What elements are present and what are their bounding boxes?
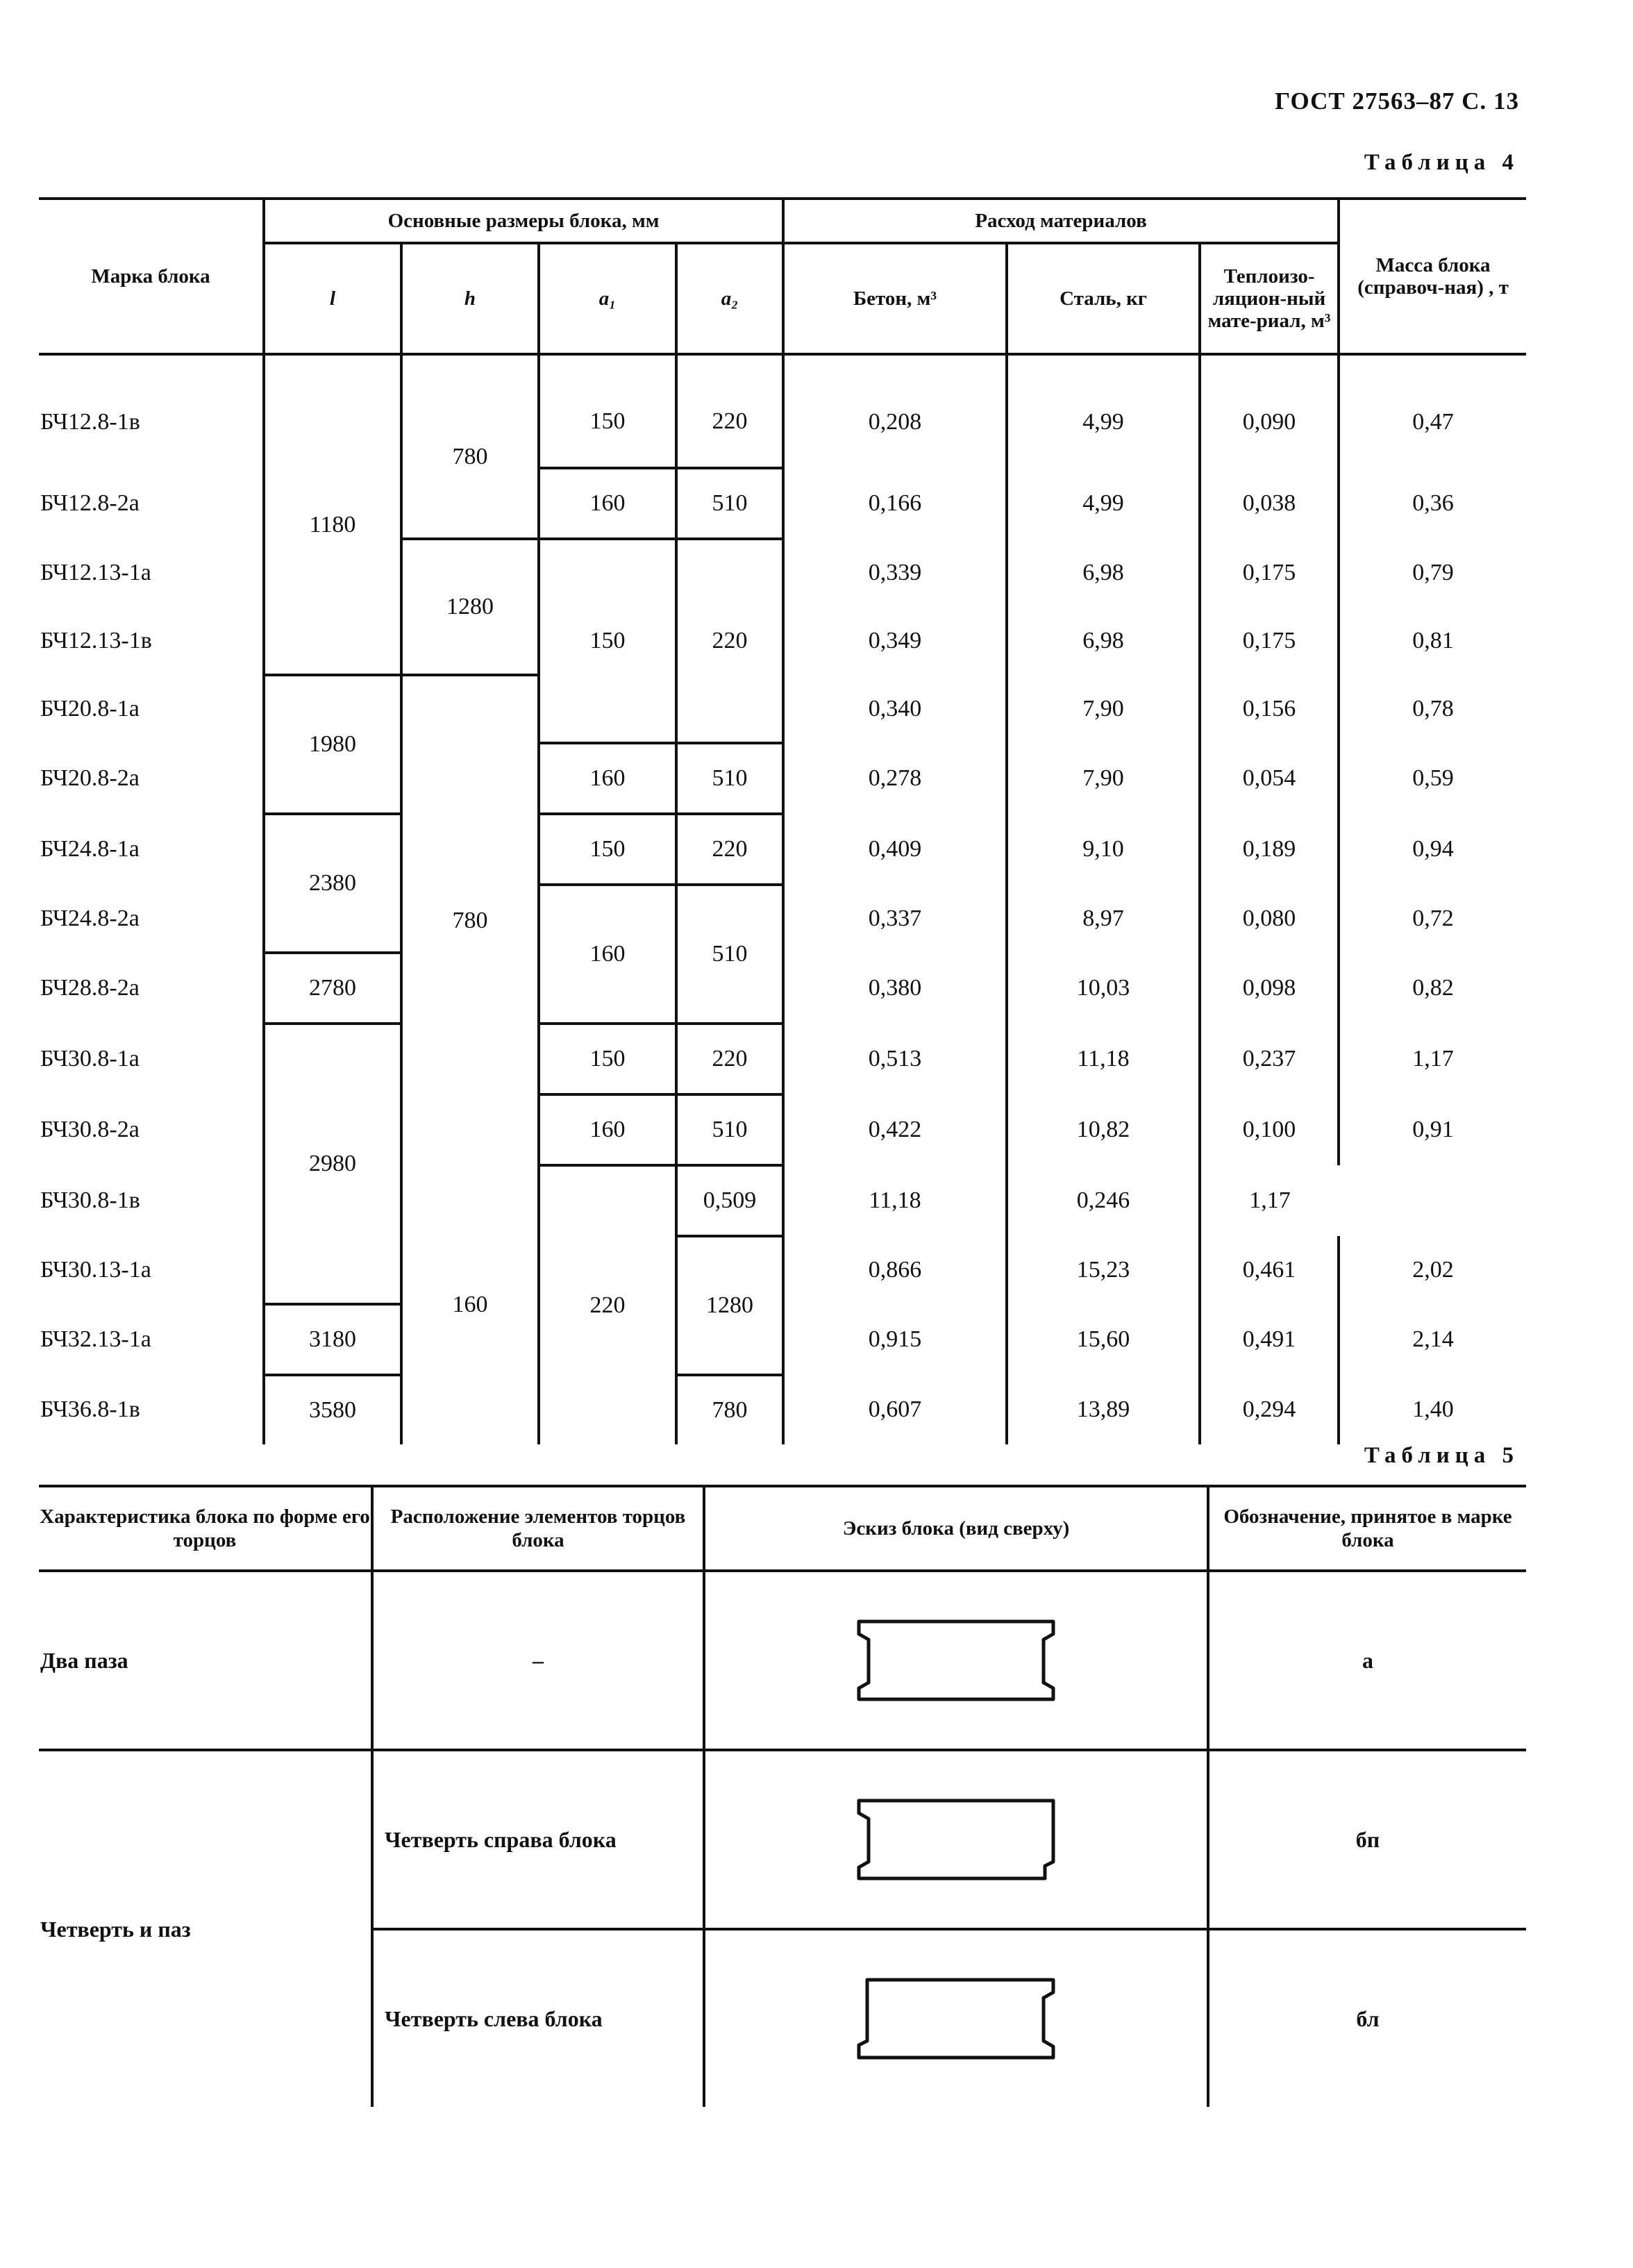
cell-mass: 0,72 bbox=[1339, 885, 1526, 953]
cell-mark: БЧ30.8-2а bbox=[40, 1117, 140, 1142]
cell-mark: БЧ32.13-1а bbox=[40, 1326, 151, 1352]
cell-mass: 0,47 bbox=[1339, 354, 1526, 468]
cell-steel: 11,18 bbox=[1007, 1024, 1200, 1094]
cell-concrete: 0,337 bbox=[783, 885, 1007, 953]
cell-a2: 220 bbox=[676, 354, 783, 468]
table-4 bbox=[39, 197, 1526, 1444]
cell-steel: 11,18 bbox=[783, 1165, 1007, 1236]
cell-concrete: 0,278 bbox=[783, 743, 1007, 814]
cell-insulation: 0,461 bbox=[1200, 1236, 1339, 1304]
header-arrangement: Расположение элементов торцов блока bbox=[372, 1486, 704, 1571]
cell-h: 780 bbox=[401, 675, 539, 1165]
table-row bbox=[39, 1571, 1526, 1750]
table-5 bbox=[39, 1485, 1526, 2107]
cell-insulation: 0,156 bbox=[1200, 675, 1339, 743]
cell-steel: 9,10 bbox=[1007, 814, 1200, 885]
cell-concrete: 0,513 bbox=[783, 1024, 1007, 1094]
cell-mass: 0,36 bbox=[1339, 468, 1526, 539]
cell-a1: 160 bbox=[539, 743, 676, 814]
cell-insulation: 0,491 bbox=[1200, 1304, 1339, 1375]
cell-insulation: 0,175 bbox=[1200, 607, 1339, 675]
cell-concrete: 0,915 bbox=[783, 1304, 1007, 1375]
cell-l: 3580 bbox=[264, 1375, 401, 1444]
cell-mark: БЧ20.8-1а bbox=[40, 696, 140, 722]
cell-a1: 160 bbox=[539, 885, 676, 1024]
cell-mass: 0,78 bbox=[1339, 675, 1526, 743]
cell-l: 2380 bbox=[264, 814, 401, 953]
header-l: l bbox=[264, 243, 401, 354]
cell-mass: 2,14 bbox=[1339, 1304, 1526, 1375]
cell-a1: 150 bbox=[539, 814, 676, 885]
cell-h: 780 bbox=[676, 1375, 783, 1444]
cell-mark: БЧ20.8-2а bbox=[40, 765, 140, 791]
cell-a2: 510 bbox=[676, 885, 783, 1024]
cell-arrangement: – bbox=[372, 1571, 704, 1750]
cell-mark: БЧ36.8-1в bbox=[40, 1396, 140, 1422]
cell-steel: 8,97 bbox=[1007, 885, 1200, 953]
cell-insulation: 0,090 bbox=[1200, 354, 1339, 468]
cell-a2: 510 bbox=[676, 743, 783, 814]
cell-characteristic: Два паза bbox=[40, 1647, 128, 1673]
cell-insulation: 0,054 bbox=[1200, 743, 1339, 814]
cell-mass: 0,59 bbox=[1339, 743, 1526, 814]
cell-concrete: 0,380 bbox=[783, 953, 1007, 1024]
cell-mass: 2,02 bbox=[1339, 1236, 1526, 1304]
cell-concrete: 0,409 bbox=[783, 814, 1007, 885]
cell-steel: 15,23 bbox=[1007, 1236, 1200, 1304]
cell-steel: 13,89 bbox=[1007, 1375, 1200, 1444]
header-concrete: Бетон, м³ bbox=[783, 243, 1007, 354]
cell-concrete: 0,866 bbox=[783, 1236, 1007, 1304]
cell-l: 1180 bbox=[264, 354, 401, 675]
cell-mass: 0,94 bbox=[1339, 814, 1526, 885]
cell-steel: 6,98 bbox=[1007, 607, 1200, 675]
cell-insulation: 0,100 bbox=[1200, 1094, 1339, 1165]
table4-caption: Таблица 4 bbox=[1364, 150, 1519, 175]
cell-insulation: 0,098 bbox=[1200, 953, 1339, 1024]
cell-l: 3180 bbox=[264, 1304, 401, 1375]
cell-steel: 7,90 bbox=[1007, 743, 1200, 814]
cell-a2: 220 bbox=[676, 539, 783, 743]
cell-a1: 160 bbox=[539, 468, 676, 539]
cell-mark: БЧ28.8-2а bbox=[40, 975, 140, 1001]
table-row bbox=[39, 1165, 1526, 1236]
cell-concrete: 0,509 bbox=[676, 1165, 783, 1236]
cell-a1: 160 bbox=[401, 1165, 539, 1444]
cell-steel: 7,90 bbox=[1007, 675, 1200, 743]
cell-mark: БЧ12.13-1а bbox=[40, 560, 151, 585]
cell-sketch bbox=[704, 1929, 1208, 2107]
cell-mark: БЧ30.13-1а bbox=[40, 1257, 151, 1283]
cell-arrangement: Четверть справа блока bbox=[372, 1750, 704, 1929]
header-designation: Обозначение, принятое в марке блока bbox=[1208, 1486, 1526, 1571]
table-row bbox=[39, 885, 1526, 953]
table-row bbox=[39, 1024, 1526, 1094]
cell-insulation: 0,237 bbox=[1200, 1024, 1339, 1094]
cell-characteristic: Четверть и паз bbox=[39, 1750, 372, 2107]
table-row bbox=[39, 1750, 1526, 1929]
cell-concrete: 0,339 bbox=[783, 539, 1007, 607]
cell-a2: 510 bbox=[676, 1094, 783, 1165]
cell-steel: 4,99 bbox=[1007, 354, 1200, 468]
table-row bbox=[39, 539, 1526, 607]
block-sketch-quarter-right bbox=[852, 1798, 1060, 1881]
header-sketch: Эскиз блока (вид сверху) bbox=[704, 1486, 1208, 1571]
cell-designation: бп bbox=[1208, 1750, 1526, 1929]
cell-concrete: 0,422 bbox=[783, 1094, 1007, 1165]
table-row bbox=[39, 354, 1526, 468]
cell-a1: 160 bbox=[539, 1094, 676, 1165]
cell-mark: БЧ24.8-2а bbox=[40, 906, 140, 931]
cell-concrete: 0,349 bbox=[783, 607, 1007, 675]
header-mark: Марка блока bbox=[39, 199, 264, 354]
table-row bbox=[39, 1236, 1526, 1304]
table-row bbox=[39, 743, 1526, 814]
cell-mass: 0,82 bbox=[1339, 953, 1526, 1024]
cell-concrete: 0,166 bbox=[783, 468, 1007, 539]
table5-caption: Таблица 5 bbox=[1364, 1443, 1519, 1468]
cell-mark: БЧ12.8-1в bbox=[40, 409, 140, 435]
table-row bbox=[39, 814, 1526, 885]
cell-mass: 0,91 bbox=[1339, 1094, 1526, 1165]
header-steel: Сталь, кг bbox=[1007, 243, 1200, 354]
cell-mass: 0,81 bbox=[1339, 607, 1526, 675]
cell-steel: 4,99 bbox=[1007, 468, 1200, 539]
cell-l: 2780 bbox=[264, 953, 401, 1024]
cell-designation: бл bbox=[1208, 1929, 1526, 2107]
cell-mark: БЧ24.8-1а bbox=[40, 836, 140, 862]
cell-steel: 15,60 bbox=[1007, 1304, 1200, 1375]
header-a1: a₁ bbox=[539, 243, 676, 354]
header-characteristic: Характеристика блока по форме его торцов bbox=[39, 1486, 372, 1571]
cell-arrangement: Четверть слева блока bbox=[372, 1929, 704, 2107]
cell-steel: 10,03 bbox=[1007, 953, 1200, 1024]
header-a2: a₂ bbox=[676, 243, 783, 354]
cell-sketch bbox=[704, 1571, 1208, 1750]
header-mass: Масса блока (справоч-ная) , т bbox=[1339, 199, 1526, 354]
cell-a2: 220 bbox=[676, 814, 783, 885]
cell-steel: 6,98 bbox=[1007, 539, 1200, 607]
header-h: h bbox=[401, 243, 539, 354]
cell-a2: 220 bbox=[676, 1024, 783, 1094]
page-header: ГОСТ 27563–87 С. 13 bbox=[1275, 87, 1519, 115]
cell-l: 1980 bbox=[264, 675, 401, 814]
cell-h: 1280 bbox=[401, 539, 539, 675]
header-materials-group: Расход материалов bbox=[783, 199, 1339, 243]
cell-a1: 150 bbox=[539, 539, 676, 743]
cell-mark: БЧ12.13-1в bbox=[40, 628, 152, 653]
cell-mark: БЧ30.8-1в bbox=[40, 1187, 140, 1213]
header-insulation: Теплоизо-ляцион-ный мате-риал, м³ bbox=[1200, 243, 1339, 354]
cell-a2: 510 bbox=[676, 468, 783, 539]
cell-mark: БЧ12.8-2а bbox=[40, 490, 140, 516]
cell-insulation: 0,175 bbox=[1200, 539, 1339, 607]
cell-a1: 150 bbox=[539, 354, 676, 468]
cell-sketch bbox=[704, 1750, 1208, 1929]
cell-h: 780 bbox=[401, 354, 539, 539]
table-row bbox=[39, 1375, 1526, 1444]
cell-insulation: 0,189 bbox=[1200, 814, 1339, 885]
cell-a1: 150 bbox=[539, 1024, 676, 1094]
cell-mass: 1,40 bbox=[1339, 1375, 1526, 1444]
cell-insulation: 0,080 bbox=[1200, 885, 1339, 953]
table-row bbox=[39, 468, 1526, 539]
cell-steel: 10,82 bbox=[1007, 1094, 1200, 1165]
cell-mass: 0,79 bbox=[1339, 539, 1526, 607]
cell-concrete: 0,340 bbox=[783, 675, 1007, 743]
cell-h: 1280 bbox=[676, 1236, 783, 1375]
cell-insulation: 0,038 bbox=[1200, 468, 1339, 539]
cell-mass: 1,17 bbox=[1200, 1165, 1339, 1236]
table-row bbox=[39, 1094, 1526, 1165]
cell-concrete: 0,607 bbox=[783, 1375, 1007, 1444]
cell-concrete: 0,208 bbox=[783, 354, 1007, 468]
cell-a2: 220 bbox=[539, 1165, 676, 1444]
header-dims-group: Основные размеры блока, мм bbox=[264, 199, 783, 243]
cell-l: 2980 bbox=[264, 1024, 401, 1304]
cell-insulation: 0,294 bbox=[1200, 1375, 1339, 1444]
cell-mark: БЧ30.8-1а bbox=[40, 1046, 140, 1072]
block-sketch-two-grooves bbox=[852, 1619, 1060, 1702]
block-sketch-quarter-left bbox=[852, 1977, 1060, 2060]
cell-designation: а bbox=[1208, 1571, 1526, 1750]
cell-mass: 1,17 bbox=[1339, 1024, 1526, 1094]
cell-insulation: 0,246 bbox=[1007, 1165, 1200, 1236]
